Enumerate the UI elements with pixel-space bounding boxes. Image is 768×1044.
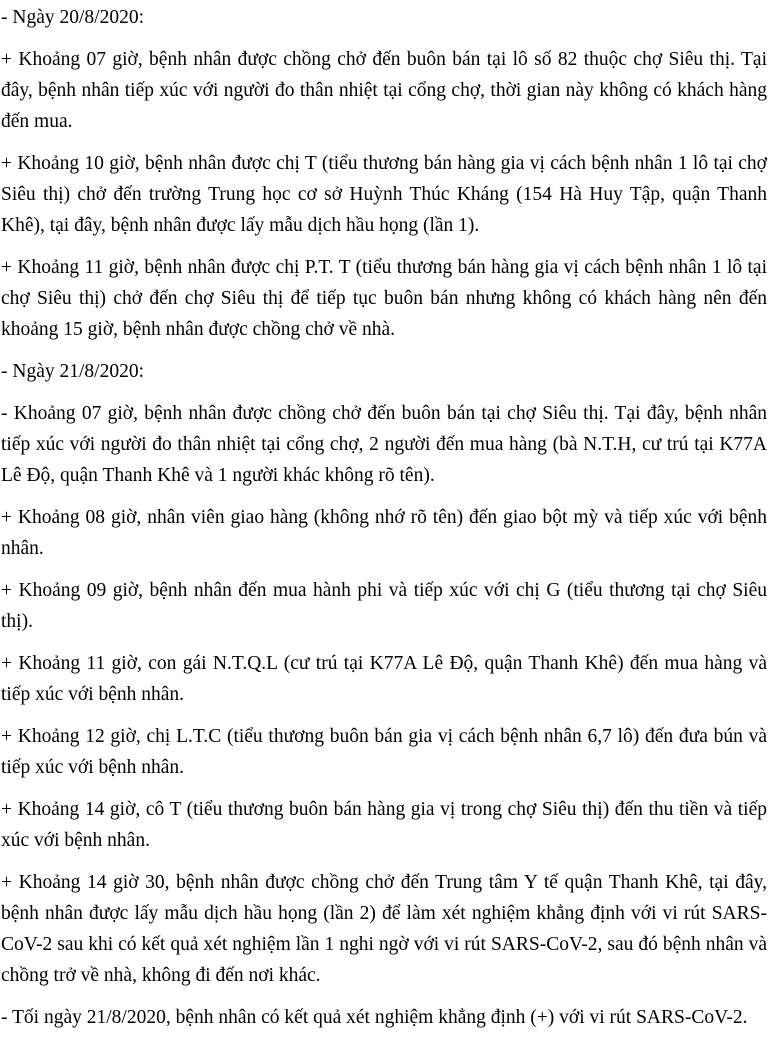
- paragraph-0800-21-8: + Khoảng 08 giờ, nhân viên giao hàng (không nhớ rõ tên) đến giao bột mỳ và tiếp xúc với bệnh nhân.: [1, 507, 767, 559]
- paragraph-1400-21-8: + Khoảng 14 giờ, cô T (tiểu thương buôn bán hàng gia vị trong chợ Siêu thị) đến thu tiền và tiếp xúc với bệnh nhân.: [1, 799, 767, 851]
- paragraph-0700-20-8: + Khoảng 07 giờ, bệnh nhân được chồng chở đến buôn bán tại lô số 82 thuộc chợ Siêu thị. Tại đây, bệnh nhân tiếp xúc với người đo thân nhiệt tại cổng chợ, thời gian này không có khách hàng đến mua.: [1, 49, 767, 132]
- date-heading-20-8: - Ngày 20/8/2020:: [1, 7, 144, 28]
- date-heading-21-8: - Ngày 21/8/2020:: [1, 361, 144, 382]
- paragraph-1430-21-8: + Khoảng 14 giờ 30, bệnh nhân được chồng chở đến Trung tâm Y tế quận Thanh Khê, tại đây, bệnh nhân được lấy mẫu dịch hầu họng (lần 2) để làm xét nghiệm khẳng định với vi rút SARS-CoV-2 sau khi có kết quả xét nghiệm lần 1 nghi ngờ với vi rút SARS-CoV-2, sau đó bệnh nhân và chồng trở về nhà, không đi đến nơi khác.: [1, 872, 767, 986]
- paragraph-1000-20-8: + Khoảng 10 giờ, bệnh nhân được chị T (tiểu thương bán hàng gia vị cách bệnh nhân 1 lô tại chợ Siêu thị) chở đến trường Trung học cơ sở Huỳnh Thúc Kháng (154 Hà Huy Tập, quận Thanh Khê), tại đây, bệnh nhân được lấy mẫu dịch hầu họng (lần 1).: [1, 153, 767, 236]
- paragraph-0700-21-8: - Khoảng 07 giờ, bệnh nhân được chồng chở đến buôn bán tại chợ Siêu thị. Tại đây, bệnh nhân tiếp xúc với người đo thân nhiệt tại cổng chợ, 2 người đến mua hàng (bà N.T.H, cư trú tại K77A Lê Độ, quận Thanh Khê và 1 người khác không rõ tên).: [1, 403, 767, 486]
- paragraph-1100-21-8: + Khoảng 11 giờ, con gái N.T.Q.L (cư trú tại K77A Lê Độ, quận Thanh Khê) đến mua hàng và tiếp xúc với bệnh nhân.: [1, 653, 767, 705]
- paragraph-0900-21-8: + Khoảng 09 giờ, bệnh nhân đến mua hành phi và tiếp xúc với chị G (tiểu thương tại chợ Siêu thị).: [1, 580, 767, 632]
- document-body: [1, 0, 767, 1044]
- paragraph-1200-21-8: + Khoảng 12 giờ, chị L.T.C (tiểu thương buôn bán gia vị cách bệnh nhân 6,7 lô) đến đưa bún và tiếp xúc với bệnh nhân.: [1, 726, 767, 778]
- paragraph-evening-21-8: - Tối ngày 21/8/2020, bệnh nhân có kết quả xét nghiệm khẳng định (+) với vi rút SARS-CoV-2.: [1, 1007, 748, 1028]
- paragraph-1100-20-8: + Khoảng 11 giờ, bệnh nhân được chị P.T. T (tiểu thương bán hàng gia vị cách bệnh nhân 1 lô tại chợ Siêu thị) chở đến chợ Siêu thị để tiếp tục buôn bán nhưng không có khách hàng nên đến khoảng 15 giờ, bệnh nhân được chồng chở về nhà.: [1, 257, 767, 340]
